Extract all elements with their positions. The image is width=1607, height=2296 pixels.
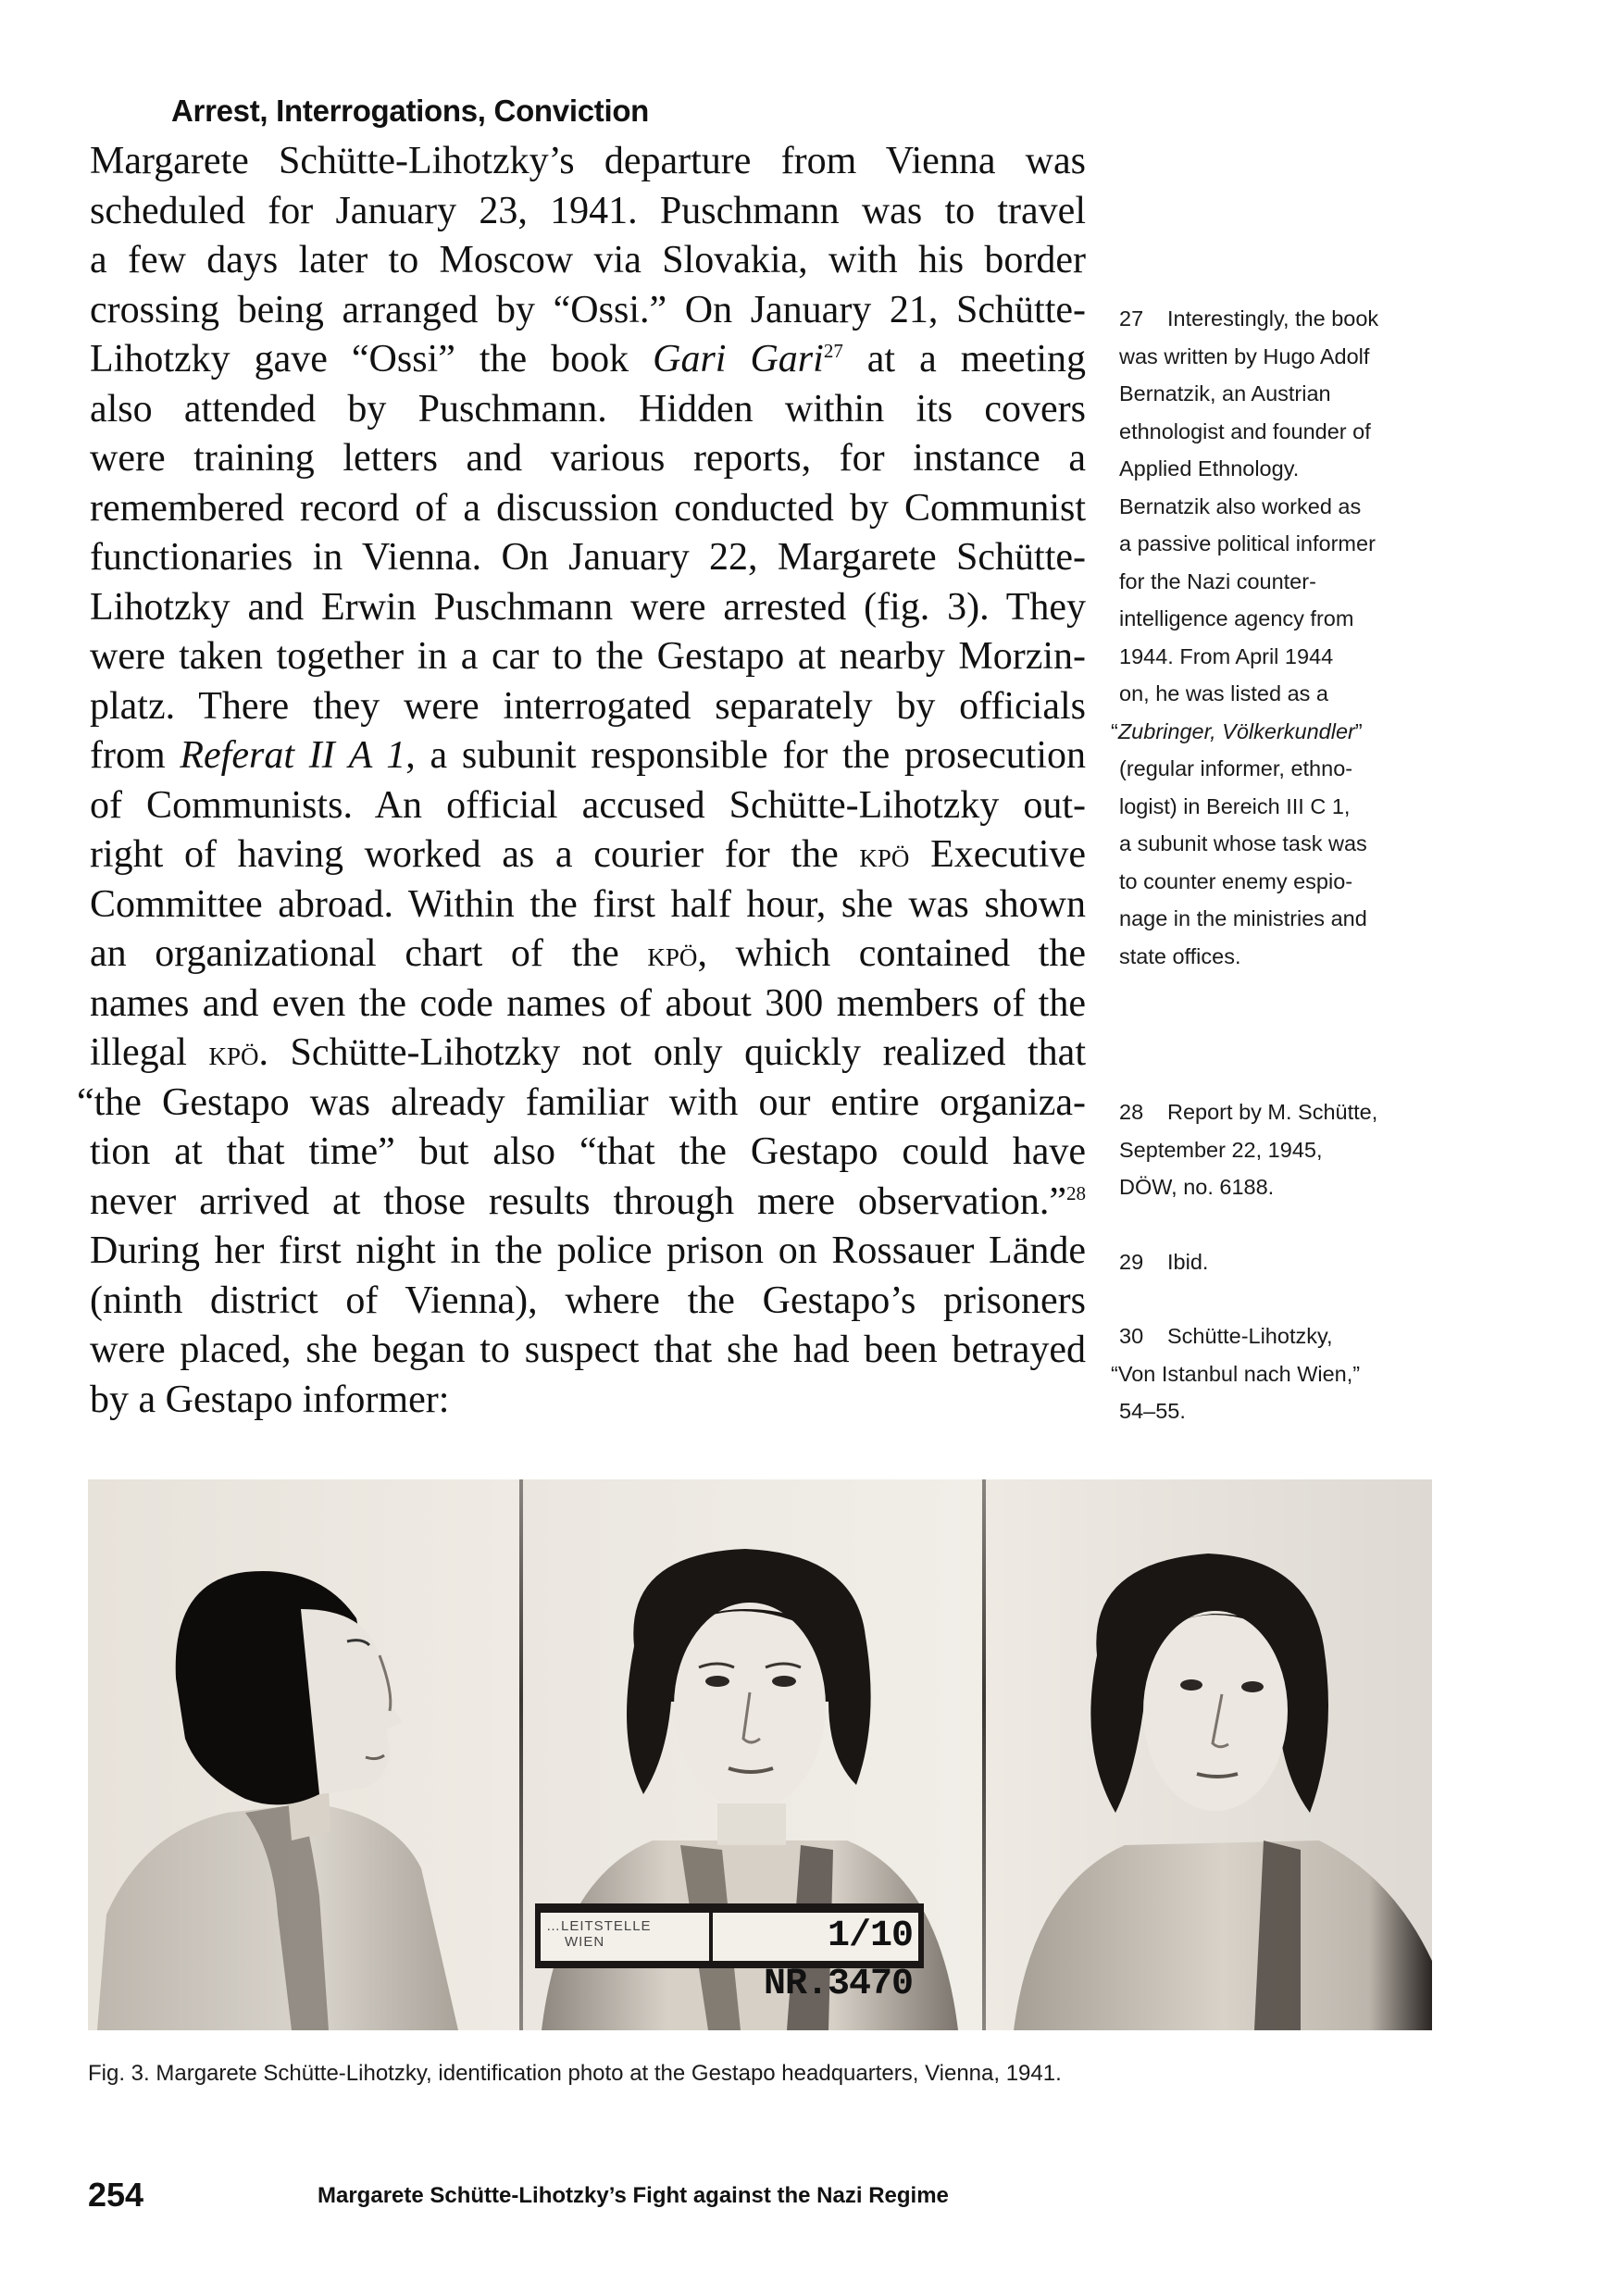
profile-portrait-icon <box>88 1479 519 2030</box>
footnote-28: 28 Report by M. Schütte, September 22, 1945, DÖW, no. 6188. <box>1119 1093 1443 1206</box>
body-line: illegal kpö. Schütte-Lihotzky not only quickly realized that <box>90 1031 1086 1074</box>
body-line: right of having worked as a courier for the kpö Executive <box>90 833 1087 876</box>
referat-term: Referat II A 1 <box>180 734 406 777</box>
page-number: 254 <box>88 2176 144 2214</box>
footnote-number: 27 <box>1119 306 1144 331</box>
body-line: During her first night in the police prison on Rossauer Lände <box>90 1229 1086 1272</box>
plate-number: 1/10 NR.3470 <box>713 1913 918 1961</box>
footnote-number: 30 <box>1119 1324 1144 1348</box>
figure-caption: Fig. 3. Margarete Schütte-Lihotzky, identification photo at the Gestapo headquarters, Vienna, 1941. <box>88 2061 1062 2086</box>
footnote-number: 28 <box>1119 1100 1144 1124</box>
photo-panel-three-quarter <box>986 1479 1432 2030</box>
body-line: an organizational chart of the kpö, which contained the <box>90 932 1086 975</box>
body-line: of Communists. An official accused Schütte-Lihotzky out- <box>90 783 1086 827</box>
photo-panel-profile <box>88 1479 519 2030</box>
id-number-plate <box>535 1903 924 2005</box>
footnote-30: 30 Schütte-Lihotzky, “Von Istanbul nach Wien,” 54–55. <box>1119 1317 1443 1430</box>
body-line: “the Gestapo was already familiar with our entire organiza- <box>77 1080 1086 1124</box>
body-line: a few days later to Moscow via Slovakia, with his border <box>90 239 1086 281</box>
body-line: Margarete Schütte-Lihotzky’s departure from Vienna was <box>90 140 1086 182</box>
body-line: from Referat II A 1, a subunit responsible for the prosecution <box>90 734 1087 777</box>
three-quarter-portrait-icon <box>986 1479 1432 2030</box>
kpo-abbrev: kpö <box>208 1034 259 1073</box>
body-line: by a Gestapo informer: <box>90 1378 450 1421</box>
identification-photo <box>88 1479 1432 2030</box>
body-line: remembered record of a discussion conducted by Communist <box>90 486 1086 530</box>
kpo-abbrev: kpö <box>859 836 910 875</box>
kpo-abbrev: kpö <box>647 935 698 974</box>
body-line: functionaries in Vienna. On January 22, Margarete Schütte- <box>90 536 1086 579</box>
footnote-ref-28[interactable]: 28 <box>1066 1181 1086 1204</box>
book-title: Gari Gari <box>653 338 824 381</box>
body-line: were training letters and various reports, for instance a <box>90 437 1086 480</box>
italic-term: Zubringer, Völkerkundler <box>1117 718 1355 743</box>
section-heading: Arrest, Interrogations, Conviction <box>171 94 650 128</box>
body-line: were taken together in a car to the Gestapo at nearby Morzin- <box>90 635 1086 678</box>
body-line: Committee abroad. Within the first half hour, she was shown <box>90 882 1086 926</box>
footnote-number: 29 <box>1119 1250 1144 1274</box>
body-line: tion at that time” but also “that the Gestapo could have <box>90 1130 1086 1173</box>
body-line: scheduled for January 23, 1941. Puschmann was to travel <box>90 189 1086 232</box>
body-line: Lihotzky gave “Ossi” the book Gari Gari$^{27}$ at a meeting <box>90 338 1087 381</box>
body-line: names and even the code names of about 300 members of the <box>90 981 1086 1025</box>
plate-office-label: …LEITSTELLE WIEN <box>541 1913 709 1961</box>
body-line: (ninth district of Vienna), where the Gestapo’s prisoners <box>90 1279 1086 1322</box>
running-title: Margarete Schütte-Lihotzky’s Fight against the Nazi Regime <box>318 2183 949 2208</box>
body-line: also attended by Puschmann. Hidden within its covers <box>90 387 1086 430</box>
body-text <box>77 137 1087 1425</box>
body-line: never arrived at those results through mere observation.”$^{28}$ <box>90 1179 1086 1223</box>
body-line: were placed, she began to suspect that she had been betrayed <box>90 1329 1086 1371</box>
footnote-ref-27[interactable]: 27 <box>823 340 843 362</box>
footnote-29: 29 Ibid. <box>1119 1243 1443 1281</box>
body-line: crossing being arranged by “Ossi.” On January 21, Schütte- <box>90 288 1086 331</box>
body-line: platz. There they were interrogated separately by officials <box>90 684 1086 728</box>
footnote-27: 27 Interestingly, the book was written by Hugo Adolf Bernatzik, an Austrian ethnologist and founder of Applied Ethnology. Bernatzik also worked as a passive political informer for the Nazi counter- intelligence agency from 1944. From April 1944 on, he was listed as a “Zubringer, Völkerkundler” (regular informer, ethno- logist) in Bereich III C 1, a subunit whose task was to counter enemy espio- nage in the ministries and state offices. <box>1119 300 1443 975</box>
body-line: Lihotzky and Erwin Puschmann were arrested (fig. 3). They <box>90 585 1086 629</box>
